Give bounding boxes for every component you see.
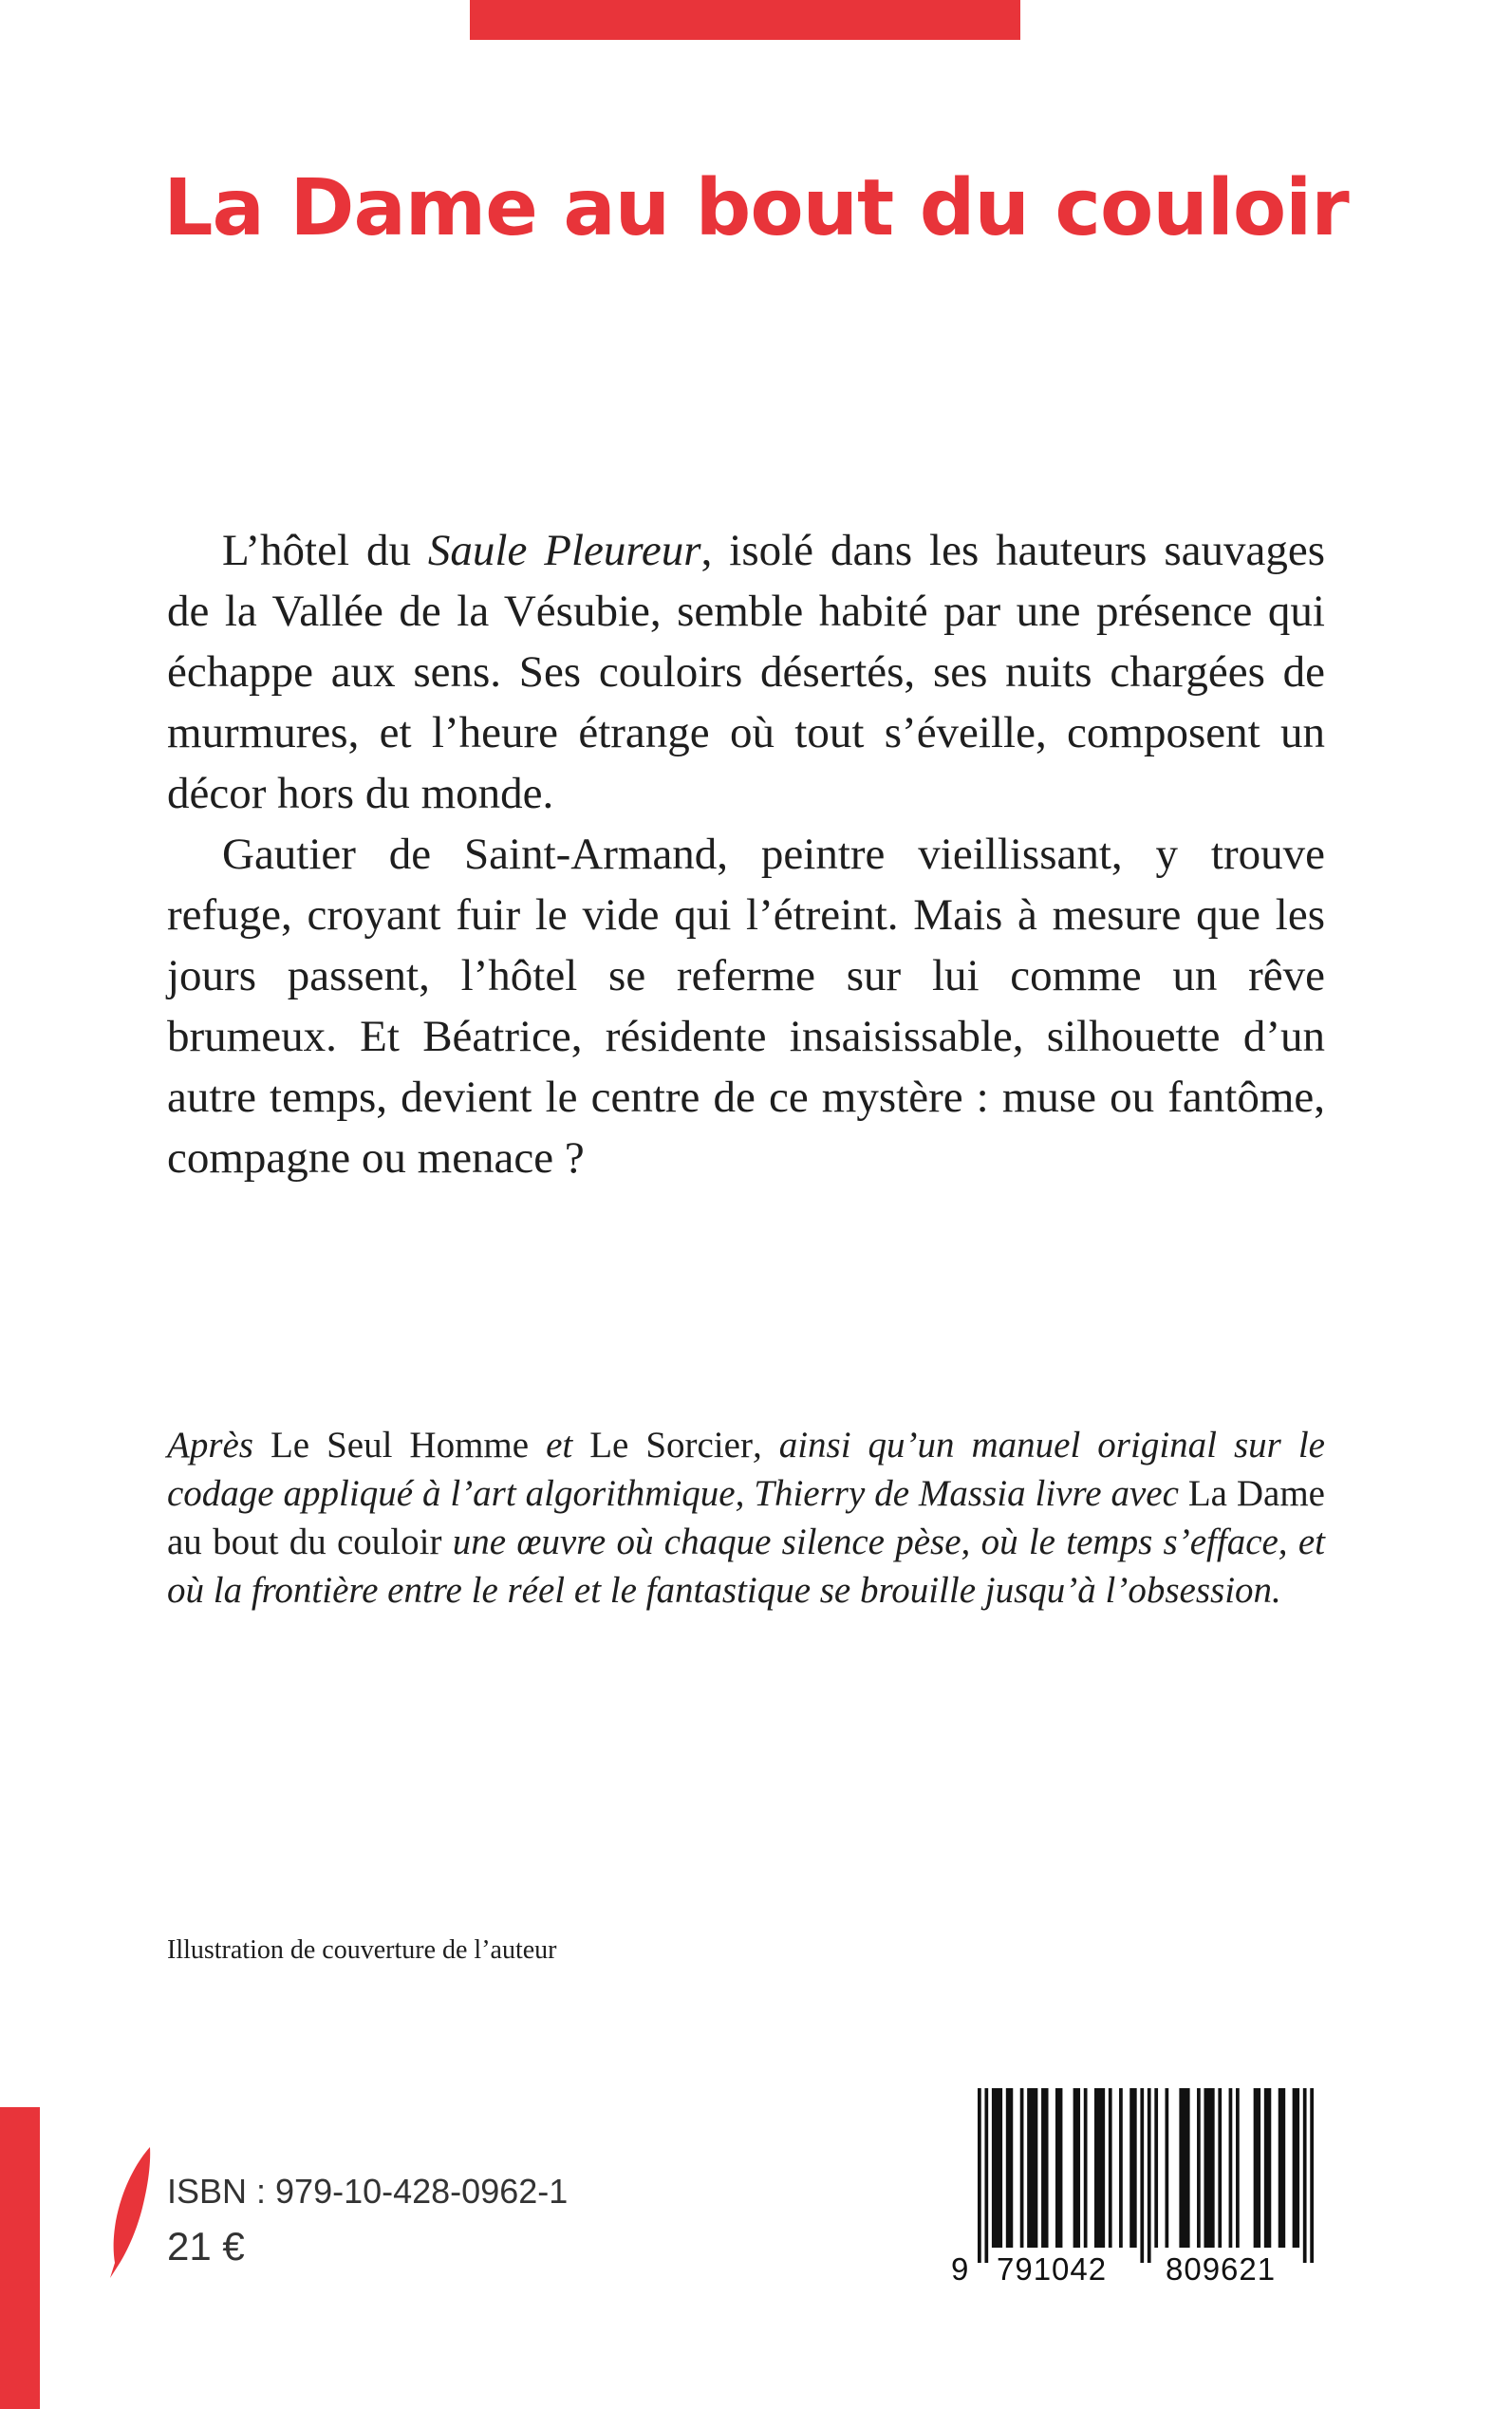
barcode-digits (953, 2251, 1325, 2297)
author-note (167, 1421, 1325, 1615)
barcode-bar (992, 2088, 1002, 2248)
barcode-right-group: 809621 (1166, 2251, 1277, 2287)
left-accent-bar (0, 2107, 40, 2409)
barcode-bar (1293, 2088, 1299, 2248)
note-text: , ainsi qu’un manuel original sur le codage appliqué à l’art algorithmique, Thierry de Massia livre avec (167, 1425, 1325, 1514)
barcode-left-group: 791042 (997, 2251, 1108, 2287)
barcode-bar (1303, 2088, 1307, 2263)
barcode-bar (1279, 2088, 1285, 2248)
barcode-bar (1006, 2088, 1013, 2248)
note-text: et (529, 1425, 590, 1466)
barcode (953, 2088, 1325, 2263)
barcode-bar (1254, 2088, 1260, 2248)
barcode-bar (1109, 2088, 1112, 2248)
note-text: une œuvre où chaque silence pèse, où le temps s’efface, et où la frontière entre le réel et le fantastique se brouille jusqu’à l’obsession. (167, 1522, 1325, 1611)
barcode-bar (1020, 2088, 1024, 2248)
barcode-bar (1119, 2088, 1123, 2248)
barcode-bar (1229, 2088, 1233, 2248)
price: 21 € (167, 2224, 245, 2269)
barcode-bar (1218, 2088, 1222, 2248)
summary-text: , isolé dans les hauteurs sauvages de la Vallée de la Vésubie, semble habité par une présence qui échappe aux sens. Ses couloirs désertés, ses nuits chargées de murmures, et l’heure étrange où tout s’éveille, composent un décor hors du monde. (167, 526, 1325, 818)
book-reference: La Dame au bout du couloir (167, 1473, 1325, 1562)
isbn: ISBN : 979-10-428-0962-1 (167, 2172, 569, 2211)
cover-credit: Illustration de couverture de l’auteur (167, 1935, 557, 1965)
book-title: La Dame au bout du couloir (163, 163, 1349, 253)
barcode-bar (1310, 2088, 1314, 2263)
barcode-bar (978, 2088, 981, 2263)
barcode-bar (1197, 2088, 1201, 2248)
summary-text: L’hôtel du (222, 526, 428, 575)
barcode-bar (1236, 2088, 1240, 2248)
barcode-first-digit: 9 (951, 2251, 969, 2287)
barcode-bar (1027, 2088, 1037, 2248)
barcode-bar (1154, 2088, 1158, 2248)
feather-icon (106, 2145, 154, 2278)
note-text: Après (167, 1425, 271, 1466)
book-summary (167, 520, 1325, 1188)
barcode-bar (1055, 2088, 1062, 2248)
barcode-bar (984, 2088, 988, 2263)
barcode-bar (1179, 2088, 1189, 2248)
barcode-bar (1094, 2088, 1105, 2248)
barcode-bar (1041, 2088, 1048, 2248)
book-reference: Le Seul Homme (270, 1425, 530, 1466)
barcode-bar (1148, 2088, 1151, 2263)
hotel-name: Saule Pleureur (427, 526, 701, 575)
barcode-bar (1129, 2088, 1136, 2248)
summary-paragraph-2: Gautier de Saint-Armand, peintre vieillissant, y trouve refuge, croyant fuir le vide qui l’étreint. Mais à mesure que les jours passent, l’hôtel se referme sur lui comme un rêve brumeux. Et Béatrice, résidente insaisissable, silhouette d’un autre temps, devient le centre de ce mystère : muse ou fantôme, compagne ou menace ? (167, 830, 1325, 1183)
top-accent-bar (470, 0, 1020, 40)
barcode-bar (1204, 2088, 1214, 2248)
barcode-bar (1073, 2088, 1080, 2248)
barcode-bar (1084, 2088, 1088, 2248)
book-reference: Le Sorcier (589, 1425, 753, 1466)
barcode-bar (1264, 2088, 1271, 2248)
barcode-bar (1165, 2088, 1168, 2248)
summary-paragraph-1 (167, 520, 1325, 824)
barcode-bar (1140, 2088, 1144, 2263)
